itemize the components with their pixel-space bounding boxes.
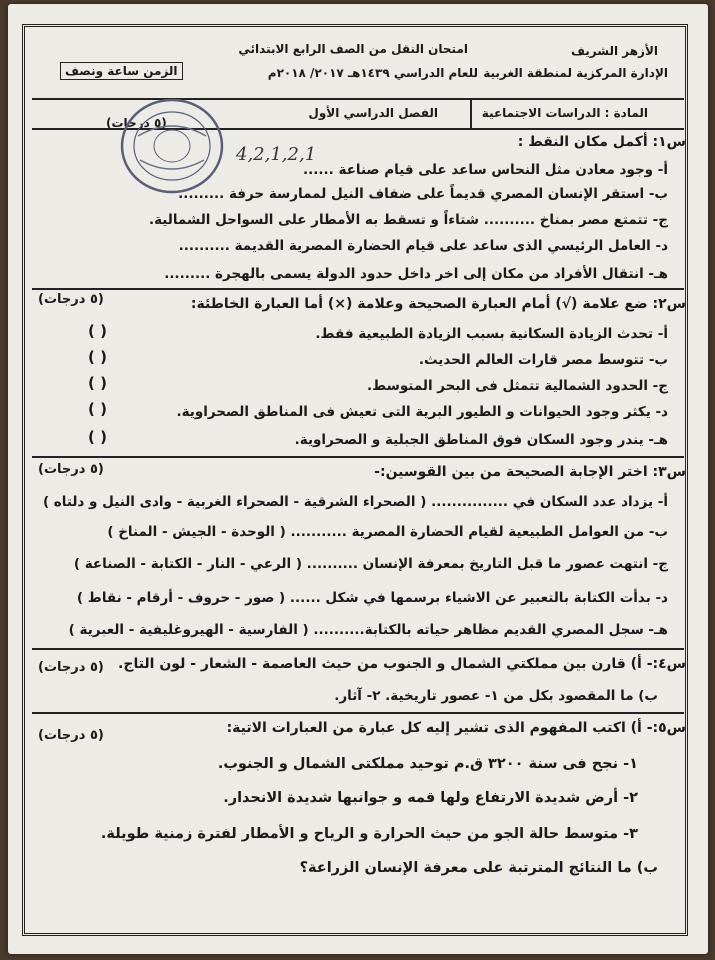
q2-item-b: ب- تتوسط مصر قارات العالم الحديث. <box>418 352 668 368</box>
q3-item-c: ج- انتهت عصور ما قبل التاريخ بمعرفة الإنسان .......... ( الرعي - النار - الكتابة - الصناعة ) <box>73 556 668 572</box>
q5-title: س٥:- أ) اكتب المفهوم الذى تشير إليه كل عبارة من العبارات الاتية: <box>226 720 686 736</box>
q1-item-b: ب- استقر الإنسان المصري قديماً على ضفاف النيل لممارسة حرفة ......... <box>178 186 668 202</box>
q3-item-a: أ- يزداد عدد السكان في ............... ( الصحراء الشرقية - الصحراء الغربية - وادى النيل و دلتاه ) <box>42 494 668 510</box>
org-line-1: الأزهر الشريف <box>570 44 658 58</box>
q2-answer-b[interactable]: ( ) <box>88 348 107 366</box>
q5-item-3: ٣- متوسط حالة الجو من حيث الحرارة و الرياح و الأمطار لفترة زمنية طويلة. <box>100 826 638 842</box>
q3-title: س٣: اختر الإجابة الصحيحة من بين القوسين:- <box>374 464 686 480</box>
q2-marks: (٥ درجات) <box>38 292 104 307</box>
exam-duration: الزمن ساعة ونصف <box>60 62 183 80</box>
q1-title: س١: أكمل مكان النقط : <box>517 134 686 150</box>
q2-item-c: ج- الحدود الشمالية تتمثل فى البحر المتوسط. <box>366 378 668 394</box>
q1-item-e: هـ- انتقال الأفراد من مكان إلى اخر داخل حدود الدولة يسمى بالهجرة ......... <box>164 266 668 282</box>
q2-answer-d[interactable]: ( ) <box>88 400 107 418</box>
q2-divider <box>32 456 684 458</box>
q2-item-d: د- يكثر وجود الحيوانات و الطيور البرية التى تعيش فى المناطق الصحراوية. <box>176 404 668 420</box>
q5-item-2: ٢- أرض شديدة الارتفاع ولها قمه و جوانبها شديدة الانحدار. <box>223 790 638 806</box>
q2-item-a: أ- تحدث الزيادة السكانية بسبب الزيادة الطبيعية فقط. <box>315 326 668 342</box>
subject: المادة : الدراسات الاجتماعية <box>481 106 648 120</box>
term: الفصل الدراسي الأول <box>308 106 438 120</box>
q1-marks: (٥ درجات) <box>106 116 167 130</box>
q4-part-b: ب) ما المقصود بكل من ١- عصور تاريخية. ٢- آثار. <box>334 688 658 704</box>
q5-item-1: ١- نجح فى سنة ٣٢٠٠ ق.م توحيد مملكتى الشمال و الجنوب. <box>217 756 638 772</box>
exam-year: للعام الدراسي ١٤٣٩هـ ٢٠١٧/ ٢٠١٨م <box>267 66 478 80</box>
q3-divider <box>32 648 684 650</box>
exam-paper <box>8 4 708 954</box>
school-seal <box>118 96 226 196</box>
q2-answer-e[interactable]: ( ) <box>88 428 107 446</box>
header-split <box>470 98 472 128</box>
q2-answer-a[interactable]: ( ) <box>88 322 107 340</box>
q1-item-c: ج- تتمتع مصر بمناخ .......... شتاءاً و تسقط به الأمطار على السواحل الشمالية. <box>148 212 668 228</box>
q2-item-e: هـ- يندر وجود السكان فوق المناطق الجبلية و الصحراوية. <box>294 432 668 448</box>
handwritten-note: 4,2,1,2,1 <box>236 144 317 165</box>
q3-item-d: د- بدأت الكتابة بالتعبير عن الاشياء برسمها في شكل ...... ( صور - حروف - أرقام - نقاط ) <box>76 590 668 606</box>
q1-divider <box>32 288 684 290</box>
q3-item-b: ب- من العوامل الطبيعية لقيام الحضارة المصرية ........... ( الوحدة - الجيش - المناخ ) <box>107 524 668 540</box>
exam-title: امتحان النقل من الصف الرابع الابتدائي <box>238 42 468 56</box>
q1-item-d: د- العامل الرئيسي الذى ساعد على قيام الحضارة المصرية القديمة .......... <box>178 238 668 254</box>
q4-title: س٤:- أ) قارن بين مملكتي الشمال و الجنوب من حيث العاصمة - الشعار - لون التاج. <box>118 656 686 672</box>
q4-marks: (٥ درجات) <box>38 660 104 675</box>
q3-item-e: هـ- سجل المصري القديم مظاهر حياته بالكتابة.......... ( الفارسية - الهيروغليفية - العبرية ) <box>68 622 668 638</box>
q3-marks: (٥ درجات) <box>38 462 104 477</box>
q5-marks: (٥ درجات) <box>38 728 104 743</box>
q2-title: س٢: ضع علامة (√) أمام العبارة الصحيحة وعلامة (×) أما العبارة الخاطئة: <box>190 296 686 312</box>
q1-item-a: أ- وجود معادن مثل النحاس ساعد على قيام صناعة ...... <box>303 162 668 178</box>
q4-divider <box>32 712 684 714</box>
q5-part-b: ب) ما النتائج المترتبة على معرفة الإنسان الزراعة؟ <box>299 860 658 876</box>
q2-answer-c[interactable]: ( ) <box>88 374 107 392</box>
org-line-2: الإدارة المركزية لمنطقة الغربية <box>483 66 668 80</box>
